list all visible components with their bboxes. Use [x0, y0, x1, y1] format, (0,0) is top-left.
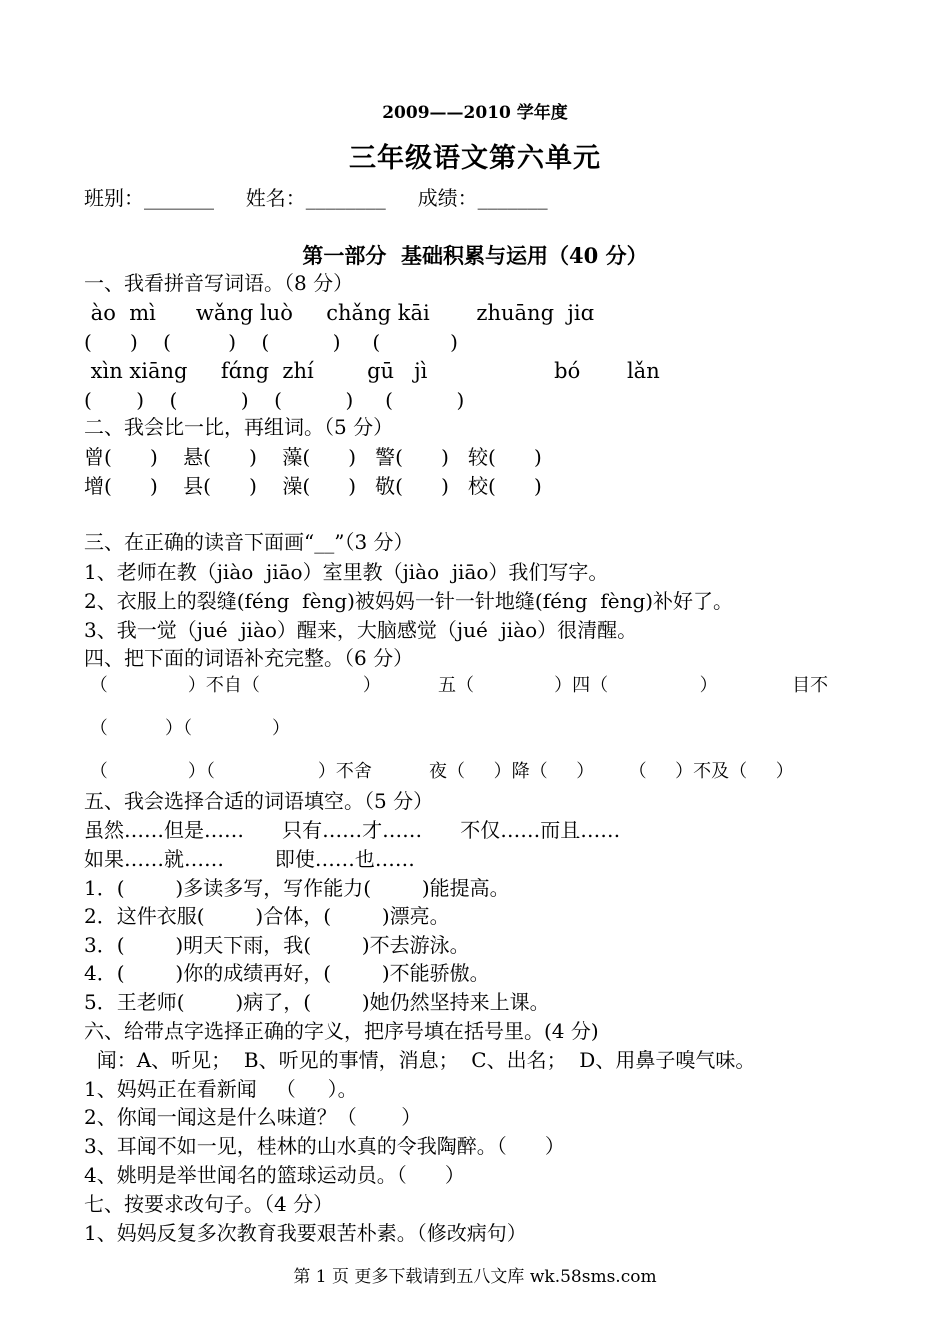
page-title: 三年级语文第六单元 [349, 143, 601, 174]
meaning-question-1: 1、妈妈正在看新闻 （ ）。 [84, 1077, 358, 1101]
school-year: 2009——2010 学年度 [382, 103, 568, 123]
rewrite-question-1: 1、妈妈反复多次教育我要艰苦朴素。（修改病句） [84, 1221, 527, 1245]
section-7-heading: 七、按要求改句子。（4 分） [84, 1192, 334, 1216]
section-2-heading: 二、我会比一比，再组词。（5 分） [84, 415, 394, 439]
student-info-line: 班别：_______ 姓名：________ 成绩：_______ [84, 186, 548, 210]
section-1-heading: 一、我看拼音写词语。（8 分） [84, 271, 354, 295]
section-6-heading: 六、给带点字选择正确的字义，把序号填在括号里。(4 分) [84, 1019, 599, 1043]
reading-question-2: 2、衣服上的裂缝(féng fèng)被妈妈一针一针地缝(féng fèng)补好了。 [84, 589, 734, 613]
meaning-question-3: 3、耳闻不如一见，桂林的山水真的令我陶醉。（ ） [84, 1134, 565, 1158]
section-5-heading: 五、我会选择合适的词语填空。（5 分） [84, 789, 434, 813]
idiom-row-1: （ ）不自（ ） 五（ ）四（ ） 目不 [84, 675, 829, 696]
fill-question-5: 5．王老师( )病了，( )她仍然坚持来上课。 [84, 990, 550, 1014]
answer-brackets-row-1: ( ) ( ) ( ) ( ) [84, 330, 458, 354]
pinyin-row-2: xìn xiāng fɑ́ng zhí gū jì bó lǎn [84, 359, 660, 383]
reading-question-1: 1、老师在教（jiào jiāo）室里教（jiào jiāo）我们写字。 [84, 560, 609, 584]
reading-question-3: 3、我一觉（jué jiào）醒来，大脑感觉（jué jiào）很清醒。 [84, 618, 638, 642]
answer-brackets-row-2: ( ) ( ) ( ) ( ) [84, 388, 465, 412]
section-4-heading: 四、把下面的词语补充完整。（6 分） [84, 646, 414, 670]
word-options-row-2: 如果……就…… 即使……也…… [84, 847, 415, 871]
compare-row-1: 曾( ) 悬( ) 藻( ) 警( ) 较( ) [84, 445, 542, 469]
pinyin-row-1: ào mì wǎng luò chǎng kāi zhuāng jiɑ [84, 301, 595, 325]
page-footer: 第 1 页 更多下载请到五八文库 wk.58sms.com [293, 1267, 657, 1287]
compare-row-2: 增( ) 县( ) 澡( ) 敬( ) 校( ) [84, 474, 542, 498]
fill-question-3: 3．( )明天下雨，我( )不去游泳。 [84, 933, 470, 957]
word-options-row-1: 虽然……但是…… 只有……才…… 不仅……而且…… [84, 818, 621, 842]
idiom-row-2: （ ）（ ） [84, 718, 291, 739]
part-one-heading: 第一部分 基础积累与运用（40 分） [302, 243, 648, 268]
fill-question-2: 2．这件衣服( )合体，( )漂亮。 [84, 904, 450, 928]
section-3-heading: 三、在正确的读音下面画“__”（3 分） [84, 530, 414, 554]
fill-question-4: 4．( )你的成绩再好，( )不能骄傲。 [84, 961, 490, 985]
fill-question-1: 1．( )多读多写，写作能力( )能提高。 [84, 876, 510, 900]
idiom-row-3: （ ）（ ）不舍 夜（ ）降（ ） （ ）不及（ ） [84, 761, 794, 782]
meaning-options: 闻：A、听见； B、听见的事情，消息； C、出名； D、用鼻子嗅气味。 [84, 1048, 756, 1072]
meaning-question-2: 2、你闻一闻这是什么味道？（ ） [84, 1105, 422, 1129]
meaning-question-4: 4、姚明是举世闻名的篮球运动员。（ ） [84, 1163, 465, 1187]
